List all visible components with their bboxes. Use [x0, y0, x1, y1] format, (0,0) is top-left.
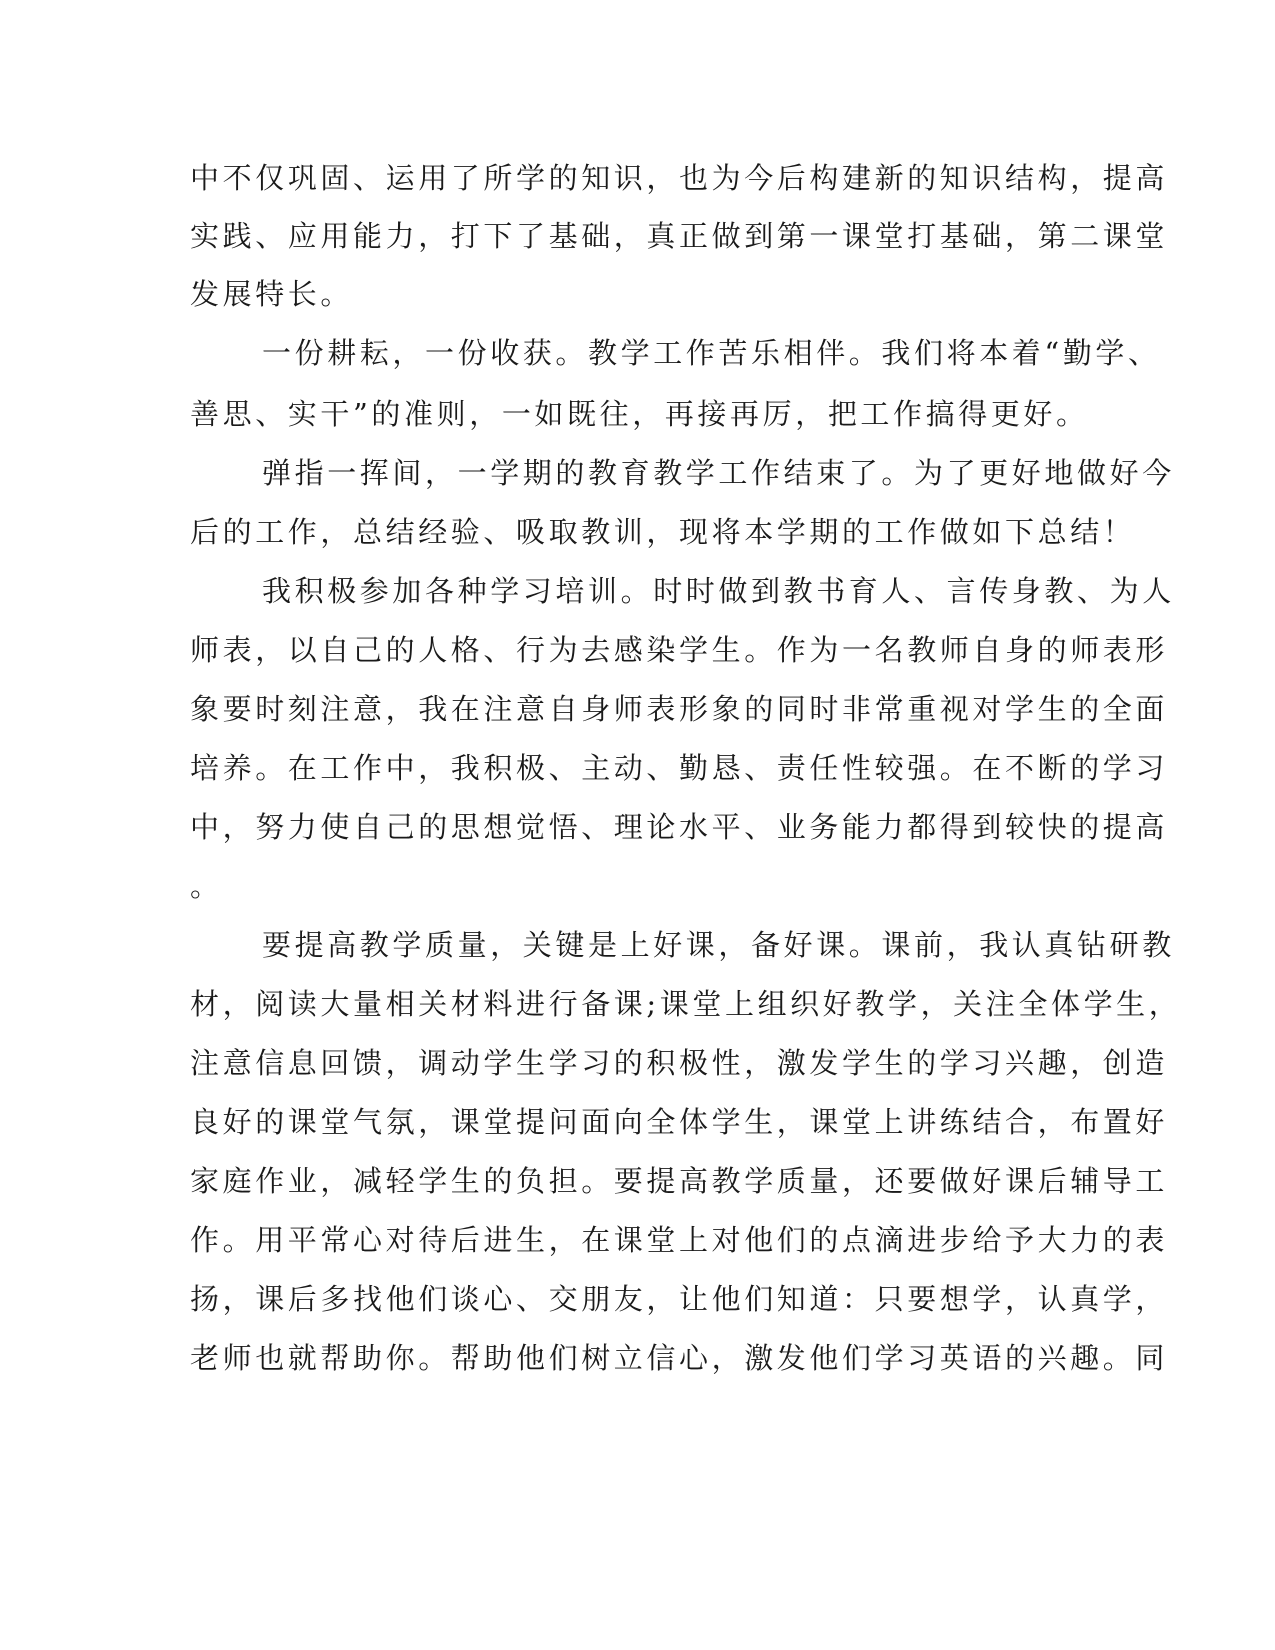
text-line: 作。用平常心对待后进生，在课堂上对他们的点滴进步给予大力的表: [190, 1223, 1169, 1257]
text-line: 。: [190, 869, 223, 903]
text-line: 善思、实干”的准则，一如既往，再接再厉，把工作搞得更好。: [190, 397, 1089, 431]
text-line: 家庭作业，减轻学生的负担。要提高教学质量，还要做好课后辅导工: [190, 1164, 1169, 1198]
text-line: 发展特长。: [190, 277, 354, 311]
text-line: 扬，课后多找他们谈心、交朋友，让他们知道：只要想学，认真学，: [190, 1282, 1169, 1316]
text-line: 培养。在工作中，我积极、主动、勤恳、责任性较强。在不断的学习: [190, 751, 1169, 785]
text-line: 材，阅读大量相关材料进行备课;课堂上组织好教学，关注全体学生，: [190, 987, 1182, 1021]
text-line: 一份耕耘，一份收获。教学工作苦乐相伴。我们将本着“勤学、: [262, 336, 1161, 370]
text-line: 我积极参加各种学习培训。时时做到教书育人、言传身教、为人: [262, 574, 1175, 608]
text-line: 弹指一挥间，一学期的教育教学工作结束了。为了更好地做好今: [262, 456, 1175, 490]
text-line: 注意信息回馈，调动学生学习的积极性，激发学生的学习兴趣，创造: [190, 1046, 1169, 1080]
text-line: 老师也就帮助你。帮助他们树立信心，激发他们学习英语的兴趣。同: [190, 1341, 1169, 1375]
text-line: 中，努力使自己的思想觉悟、理论水平、业务能力都得到较快的提高: [190, 810, 1169, 844]
text-line: 后的工作，总结经验、吸取教训，现将本学期的工作做如下总结！: [190, 515, 1136, 549]
text-line: 师表，以自己的人格、行为去感染学生。作为一名教师自身的师表形: [190, 633, 1169, 667]
text-line: 象要时刻注意，我在注意自身师表形象的同时非常重视对学生的全面: [190, 692, 1169, 726]
text-line: 中不仅巩固、运用了所学的知识，也为今后构建新的知识结构，提高: [190, 161, 1169, 195]
text-line: 实践、应用能力，打下了基础，真正做到第一课堂打基础，第二课堂: [190, 219, 1169, 253]
text-line: 良好的课堂气氛，课堂提问面向全体学生，课堂上讲练结合，布置好: [190, 1105, 1169, 1139]
text-line: 要提高教学质量，关键是上好课，备好课。课前，我认真钻研教: [262, 928, 1175, 962]
